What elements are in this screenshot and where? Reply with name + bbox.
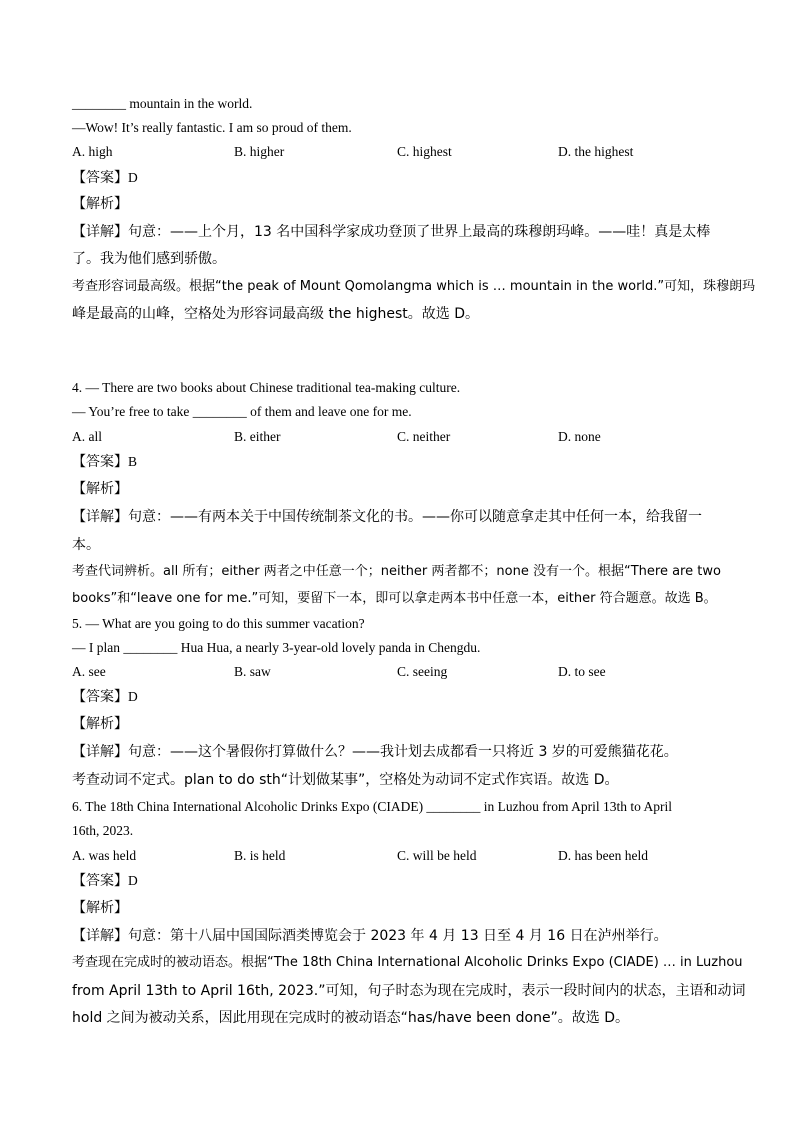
q6-option-a: A. was held	[72, 848, 137, 863]
q5-option-a: A. see	[72, 664, 106, 679]
q4-line1: 4. — There are two books about Chinese traditional tea-making culture.	[72, 380, 461, 395]
q3-detail-line2: 了。我为他们感到骄傲。	[72, 251, 226, 267]
q4-answer: 【答案】B	[72, 454, 138, 470]
q6-explain-line2: from April 13th to April 16th, 2023.”可知，句子时态为现在完成时，表示一段时间内的状态，主语和动词	[72, 983, 746, 999]
q5-option-b: B. saw	[234, 664, 271, 679]
q3-answer	[72, 170, 138, 186]
q5-line2: — I plan ________ Hua Hua, a nearly 3-year-old lovely panda in Chengdu.	[72, 640, 481, 655]
q3-option-c: C. highest	[397, 144, 452, 159]
q6-option-b: B. is held	[234, 848, 286, 863]
q4-option-d: D. none	[558, 429, 601, 444]
q4-option-c: C. neither	[397, 429, 451, 444]
q6-answer: 【答案】D	[72, 873, 138, 889]
q4-option-a: A. all	[72, 429, 102, 444]
q5-option-d: D. to see	[558, 664, 606, 679]
q4-detail-line2: 本。	[72, 537, 100, 553]
q3-answer-value: D	[128, 170, 138, 185]
q3-reply: —Wow! It’s really fantastic. I am so proud of them.	[72, 120, 352, 135]
q3-option-d: D. the highest	[558, 144, 634, 159]
q3-explain-line2: 峰是最高的山峰，空格处为形容词最高级 the highest。故选 D。	[72, 306, 480, 322]
q6-analysis-tag: 【解析】	[72, 900, 128, 916]
answer-tag: 【答案】	[72, 170, 128, 186]
q3-option-a: A. high	[72, 144, 113, 159]
q5-option-c: C. seeing	[397, 664, 448, 679]
q6-option-d: D. has been held	[558, 848, 648, 863]
q4-explain-line1: 考查代词辨析。all 所有；either 两者之中任意一个；neither 两者都不；none 没有一个。根据“There are two	[72, 564, 721, 579]
q5-answer: 【答案】D	[72, 689, 138, 705]
q4-detail-line1: 【详解】句意：——有两本关于中国传统制茶文化的书。——你可以随意拿走其中任何一本，给我留一	[72, 509, 702, 525]
q3-explain-line1: 考查形容词最高级。根据“the peak of Mount Qomolangma which is … mountain in the world.”可知，珠穆朗玛	[72, 279, 756, 294]
q6-answer-value: D	[128, 873, 138, 888]
q6-option-c: C. will be held	[397, 848, 477, 863]
q6-line1: 6. The 18th China International Alcoholic Drinks Expo (CIADE) ________ in Luzhou from April 13th to April	[72, 799, 673, 814]
detail-tag: 【详解】	[72, 224, 128, 240]
q4-explain-line2: books”和“leave one for me.”可知，要留下一本，即可以拿走两本书中任意一本，either 符合题意。故选 B。	[72, 591, 717, 606]
q3-analysis-tag: 【解析】	[72, 196, 128, 212]
q6-explain-line1: 考查现在完成时的被动语态。根据“The 18th China International Alcoholic Drinks Expo (CIADE) … in Luzhou	[72, 955, 743, 970]
q4-answer-value: B	[128, 454, 138, 469]
q5-detail-line1: 【详解】句意：——这个暑假你打算做什么？——我计划去成都看一只将近 3 岁的可爱熊猫花花。	[72, 744, 678, 760]
q5-explain-line1: 考查动词不定式。plan to do sth“计划做某事”，空格处为动词不定式作宾语。故选 D。	[72, 772, 619, 788]
q3-option-b: B. higher	[234, 144, 285, 159]
q6-line2: 16th, 2023.	[72, 823, 134, 838]
q5-answer-value: D	[128, 689, 138, 704]
q6-explain-line3: hold 之间为被动关系，因此用现在完成时的被动语态“has/have been done”。故选 D。	[72, 1010, 630, 1026]
q5-analysis-tag: 【解析】	[72, 716, 128, 732]
q4-option-b: B. either	[234, 429, 281, 444]
q3-stem-tail: ________ mountain in the world.	[72, 96, 253, 111]
q5-line1: 5. — What are you going to do this summer vacation?	[72, 616, 365, 631]
q4-line2: — You’re free to take ________ of them and leave one for me.	[72, 404, 412, 419]
q3-detail-line1: 【详解】句意：——上个月，13 名中国科学家成功登顶了世界上最高的珠穆朗玛峰。——哇！真是太棒	[72, 224, 711, 240]
q6-detail-line1: 【详解】句意：第十八届中国国际酒类博览会于 2023 年 4 月 13 日至 4 月 16 日在泸州举行。	[72, 928, 668, 944]
q4-analysis-tag: 【解析】	[72, 481, 128, 497]
